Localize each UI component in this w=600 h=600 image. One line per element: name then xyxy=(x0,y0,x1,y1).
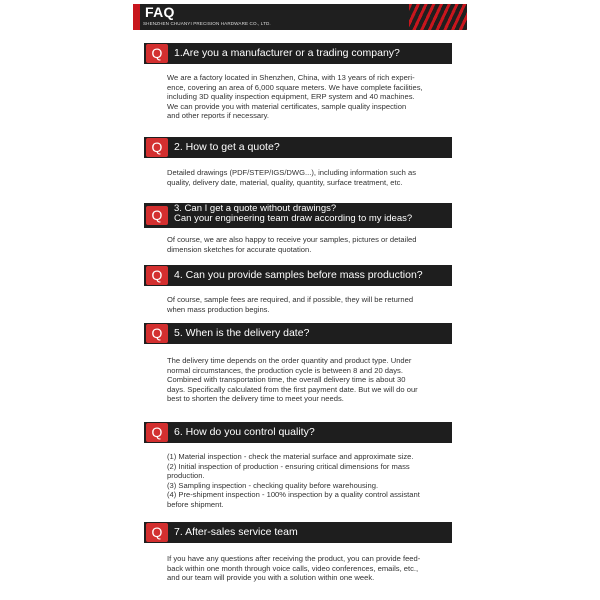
faq-question-bar xyxy=(144,323,452,344)
question-line: 5. When is the delivery date? xyxy=(174,327,310,339)
faq-answer xyxy=(167,295,449,314)
answer-line: We can provide you with material certificates, sample quality inspection xyxy=(167,101,407,111)
answer-line: and our team will provide you with a solution within one week. xyxy=(167,573,375,583)
faq-answer xyxy=(167,168,449,187)
faq-answer xyxy=(167,356,449,404)
answer-line: Of course, sample fees are required, and if possible, they will be returned xyxy=(167,295,414,304)
faq-question-text xyxy=(174,328,309,340)
answer-line: best to shorten the delivery time to meet your needs. xyxy=(167,394,344,404)
answer-line: including 3D quality inspection equipment, ERP system and 40 machines. xyxy=(167,92,415,102)
question-line: 3. Can I get a quote without drawings? xyxy=(174,203,337,214)
answer-line: If you have any questions after receiving the product, you can provide feed- xyxy=(167,554,421,563)
faq-question-bar xyxy=(144,265,452,286)
faq-question-bar xyxy=(144,43,452,64)
answer-line: production. xyxy=(167,471,205,481)
answer-line: normal circumstances, the production cycle is between 8 and 20 days. xyxy=(167,365,403,375)
answer-line: ence, covering an area of 6,000 square meters. We have complete facilities, xyxy=(167,82,423,92)
question-line: 1.Are you a manufacturer or a trading company? xyxy=(174,47,400,59)
answer-line: Combined with transportation time, the overall delivery time is about 30 xyxy=(167,375,406,385)
answer-line: We are a factory located in Shenzhen, China, with 13 years of rich experi- xyxy=(167,73,415,82)
question-line: 6. How do you control quality? xyxy=(174,426,315,438)
faq-question-text xyxy=(174,427,315,439)
faq-question-text xyxy=(174,204,412,224)
answer-line: days. Specifically calculated from the first payment date. But we will do our xyxy=(167,384,418,394)
header-accent-bar xyxy=(133,4,140,30)
question-line: 7. After-sales service team xyxy=(174,526,298,538)
answer-line: quality, delivery date, material, quality, quantity, surface treatment, etc. xyxy=(167,177,403,187)
question-q-icon: Q xyxy=(146,523,168,542)
question-q-icon: Q xyxy=(146,206,168,225)
question-q-icon: Q xyxy=(146,138,168,157)
faq-question-bar xyxy=(144,203,452,228)
faq-answer xyxy=(167,73,449,121)
question-q-icon: Q xyxy=(146,266,168,285)
faq-question-text xyxy=(174,527,298,539)
faq-question-text xyxy=(174,142,280,154)
faq-question-text xyxy=(174,270,423,282)
answer-line: and other reports if necessary. xyxy=(167,111,270,121)
company-name: SHENZHEN CHUANYI PRECISION HARDWARE CO., LTD. xyxy=(143,21,271,26)
answer-line: Detailed drawings (PDF/STEP/IGS/DWG...), including information such as xyxy=(167,168,416,177)
question-q-icon: Q xyxy=(146,423,168,442)
faq-question-bar xyxy=(144,522,452,543)
answer-line: when mass production begins. xyxy=(167,304,270,314)
answer-line: Of course, we are also happy to receive your samples, pictures or detailed xyxy=(167,235,417,244)
question-q-icon: Q xyxy=(146,324,168,343)
faq-question-bar xyxy=(144,137,452,158)
header-stripe-decoration xyxy=(409,4,467,30)
question-q-icon: Q xyxy=(146,44,168,63)
faq-answer xyxy=(167,452,449,510)
faq-answer xyxy=(167,235,449,254)
question-line: 4. Can you provide samples before mass production? xyxy=(174,269,423,281)
answer-line: before shipment. xyxy=(167,499,224,509)
answer-line: dimension sketches for accurate quotation. xyxy=(167,244,312,254)
answer-line: (4) Pre-shipment inspection - 100% inspection by a quality control assistant xyxy=(167,490,420,500)
answer-line: (1) Material inspection - check the material surface and approximate size. xyxy=(167,452,414,461)
faq-question-text xyxy=(174,48,400,60)
question-line: 2. How to get a quote? xyxy=(174,141,280,153)
question-line: Can your engineering team draw according to my ideas? xyxy=(174,213,413,224)
faq-header xyxy=(133,4,467,30)
answer-line: The delivery time depends on the order quantity and product type. Under xyxy=(167,356,412,365)
faq-title: FAQ xyxy=(145,4,175,20)
faq-answer xyxy=(167,554,449,583)
faq-question-bar xyxy=(144,422,452,443)
answer-line: (2) Initial inspection of production - ensuring critical dimensions for mass xyxy=(167,461,410,471)
answer-line: (3) Sampling inspection - checking quality before warehousing. xyxy=(167,480,379,490)
answer-line: back within one month through voice calls, video conferences, emails, etc., xyxy=(167,563,419,573)
